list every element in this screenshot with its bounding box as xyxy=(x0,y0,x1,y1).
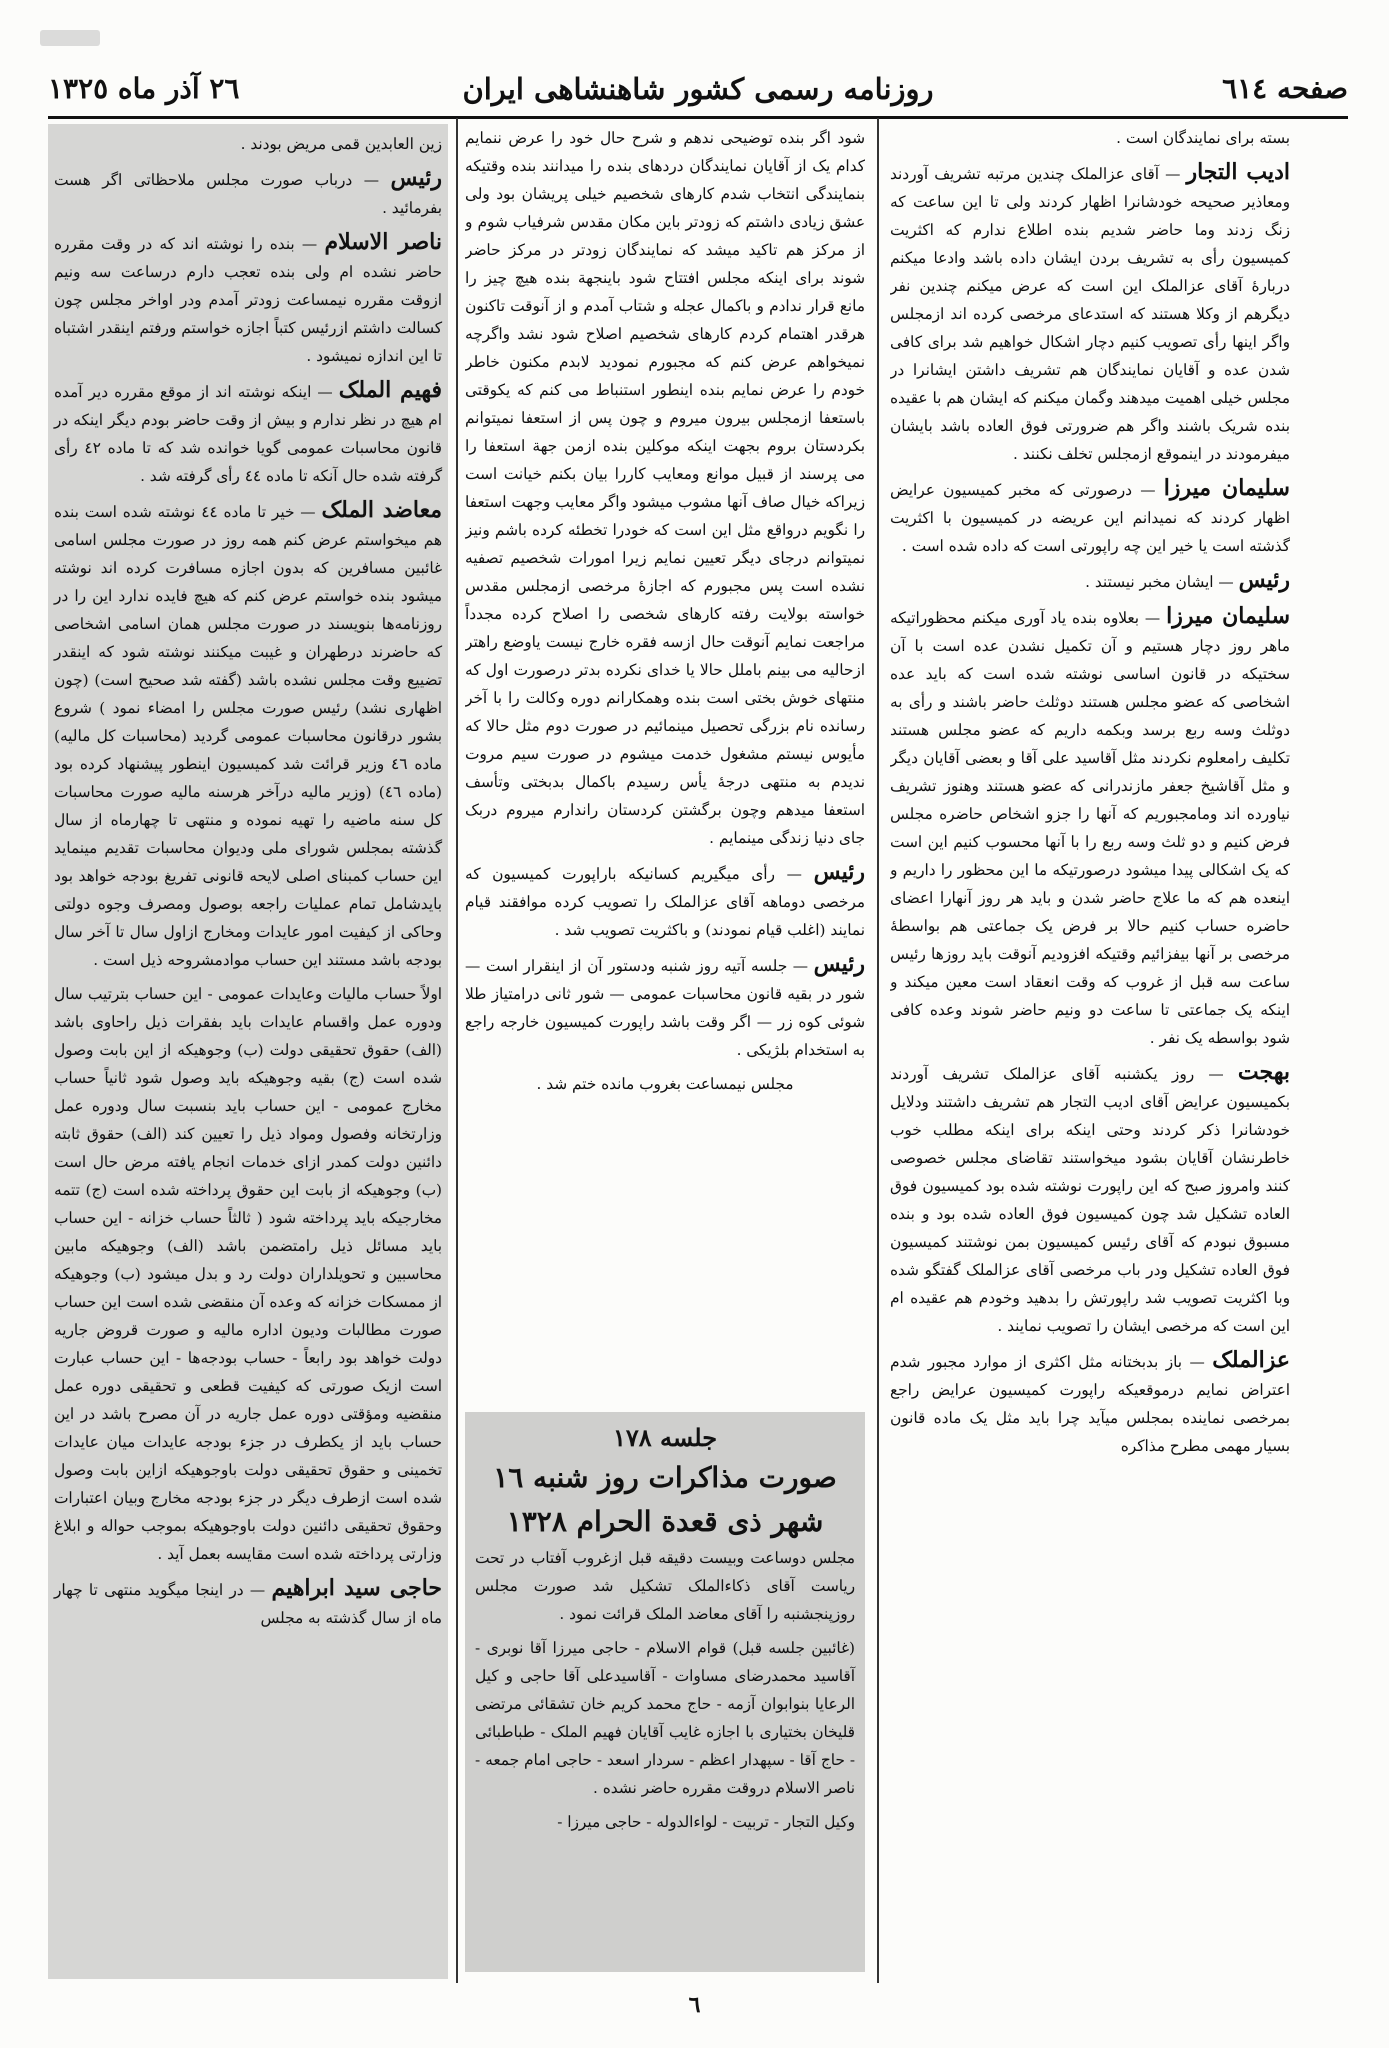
session-end-note: مجلس نیمساعت بغروب مانده ختم شد . xyxy=(536,1075,794,1093)
speech-text: — بنده را نوشته اند که در وقت مقرره حاضر نشده ام ولی بنده تعجب دارم درساعت سه ونیم ازوقت مقرره نیمساعت زودتر آمدم ودر اواخر مجلس چون کسالت داشتم ازرئیس کتباً اجازه خواستم ورفتم اینقدر اشتباه تا این اندازه نمیشود . xyxy=(54,235,442,365)
scan-mark xyxy=(40,30,100,46)
speech-text: — اینکه نوشته اند از موقع مقرره دیر آمده ام هیچ در نظر ندارم و بیش از وقت حاضر بودم دیگر اینکه در قانون محاسبات عمومی گویا خوانده شد که تا ماده ٤٢ رأی گرفته شده حال آنکه تا ماده ٤٤ رأی گرفته شد . xyxy=(54,383,442,485)
speech-text: — باز بدبختانه مثل اکثری از موارد مجبور شدم اعتراض نمایم درموقعیکه راپورت کمیسیون عرایض راجع بمرخصی نماینده بمجلس میآید چرا باید مثل یک ماده قانون بسیار مهمی مطرح مذاکره xyxy=(890,1353,1290,1455)
middle-text-block xyxy=(465,124,865,1404)
speech-paragraph xyxy=(54,1574,442,1632)
speech-text: — در اینجا میگوید منتهی تا چهار ماه از سال گذشته به مجلس xyxy=(54,1581,442,1627)
session-paragraph: مجلس دوساعت وبیست دقیقه قبل ازغروب آفتاب در تحت ریاست آقای ذکاءالملک تشکیل شد صورت مجلس روزپنجشنبه را آقای معاضد الملک قرائت نمود . xyxy=(475,1549,855,1623)
speaker-name: حاجی سید ابراهیم xyxy=(271,1575,443,1601)
issue-date: ٢٦ آذر ماه ١٣٢٥ xyxy=(48,72,240,105)
speaker-name: فهیم الملک xyxy=(338,377,442,403)
header-rule xyxy=(48,116,1348,119)
speech-text: — جلسه آتیه روز شنبه ودستور آن از اینقرار است — شور در بقیه قانون محاسبات عمومی — شور ثانی درامتیاز طلا شوئی کوه زر — اگر وقت باشد راپورت کمیسیون خارجه راجع به استخدام بلژیکی . xyxy=(465,957,865,1059)
speech-paragraph xyxy=(890,566,1290,596)
column-middle xyxy=(465,124,865,1979)
column-divider-right xyxy=(877,118,879,1983)
speech-text: — درباب صورت مجلس ملاحظاتی اگر هست بفرمائید . xyxy=(54,171,442,217)
speech-paragraph xyxy=(890,1346,1290,1460)
session-subtitle: صورت مذاکرات روز شنبه ١٦ شهر ذی قعدة الحرام ١٣٢٨ xyxy=(493,1461,837,1538)
speech-text: — درصورتی که مخبر کمیسیون عرایض اظهار کردند که نمیدانم این عریضه در کمیسیون با اکثریت گذشته است یا خیر این چه راپورتی است که داده شده است . xyxy=(890,481,1290,555)
page-header xyxy=(48,70,1348,118)
speech-text: — رأی میگیریم کسانیکه باراپورت کمیسیون که مرخصی دوماهه آقای عزالملک را تصویب کرده موافقند قیام نمایند (اغلب قیام نمودند) و باکثریت تصویب شد . xyxy=(465,865,865,939)
speech-text: زین العابدین قمی مریض بودند . xyxy=(240,135,442,153)
speech-text: — آقای عزالملک چندین مرتبه تشریف آوردند ومعاذیر صحیحه خودشانرا اظهار کردند ولی تا این ساعت که زنگ زدند وما حاضر شدیم بنده اطلاع ندارم که اکثریت کمیسیون رأی به تشریف بردن ایشان داده باشد وادعا میکنم دربارهٔ آقای عزالملک این است که عرض میکنم چندین نفر دیگرهم از وکلا هستند که استدعای مرخصی کرده اند ازمجلس واگر اینها رأی تصویب کنیم دچار اشکال خواهیم شد برای کافی شدن عده و آقایان نمایندگان هم تشریف داشتن ایشانرا در مجلس خیلی اهمیت میدهند وگمان میکنم که ایشان هم با عقیده بنده شریک باشند واگر هم ضرورتی فوق العاده باشد بایشان میفرمودند در اینموقع ازمجلس تخلف نکنند . xyxy=(890,165,1290,463)
speech-text: — ایشان مخبر نیستند . xyxy=(1085,573,1234,591)
speech-text: — خیر تا ماده ٤٤ نوشته شده است بنده هم میخواستم عرض کنم همه روز در صورت مجلس اسامی غائبین مسافرین که بدون اجازه مسافرت کرده اند نوشته میشود بنده خواستم عرض کنم که هیچ فایده ندارد این را در روزنامه‌ها بنویسند در صورت مجلس همان اسامی اشخاصی که حاضرند درطهران و غیبت میکنند نوشته شود که اینقدر تضییع وقت مجلس نشده باشد (گفته شد صحیح است) (چون اظهاری نشد) رئیس صورت مجلس را امضاء نمود ) شروع بشور درقانون محاسبات عمومی گردید (محاسبات کل مالیه) ماده ٤٦ وزیر قرائت شد کمیسیون اینطور پیشنهاد کرده بود (ماده ٤٦) (وزیر مالیه درآخر هرسنه مالیه صورت محاسبات کل سنه ماضیه را تهیه نموده و منتهی تا چهارماه از سال گذشته بمجلس شورای ملی ودیوان محاسبات تقدیم مینماید این حساب کمبنای اصلی لایحه قانونی تفریغ بودجه خواهد بود بایدشامل تمام عملیات راجعه بوصول ومصرف وجوه دولتی وحاکی از کیفیت امور عایدات ومخارج ازاول سال تا آخر سال بودجه باشد مستند این حساب موادمشروحه ذیل است . xyxy=(54,503,443,969)
speaker-name: سلیمان میرزا xyxy=(1166,603,1290,629)
page-number: ٦ xyxy=(688,1992,701,2018)
column-right xyxy=(890,124,1290,1979)
speaker-name: معاضد الملک xyxy=(321,497,443,523)
column-left xyxy=(48,124,448,1979)
speaker-name: ناصر الاسلام xyxy=(324,229,442,255)
speaker-name: ادیب التجار xyxy=(1186,159,1290,185)
column-divider-left xyxy=(456,118,458,1983)
speech-text: — روز یکشنبه آقای عزالملک تشریف آوردند بکمیسیون عرایض آقای ادیب التجار هم تشریف داشتند ودلایل خودشانرا ذکر کردند وحتی اینکه برای اینکه مطلب خوب خاطرنشان آقایان بشود میخواستند تقاضای مجلس خصوصی کنند وامروز صبح که این راپورت نوشته شده بود کمیسیون فوق العاده تشکیل شد چون کمیسیون فوق العاده شده بود و بنده مسبوق نبودم که آقای رئیس کمیسیون بمن نوشتند کمیسیون فوق العاده تشکیل ودر باب مرخصی آقای عزالملک گفتگو شده وبا اکثریت تصویب شد راپورتش را بدهید وخودم هم عقیده ام این است که مرخصی ایشان را تصویب نمایند . xyxy=(890,1065,1290,1335)
speaker-name: بهجت xyxy=(1237,1059,1290,1085)
speaker-name: رئیس xyxy=(1238,567,1290,593)
session-title: جلسه ١٧٨ xyxy=(612,1423,718,1452)
session-paragraph: وکیل التجار - تربیت - لواءالدوله - حاجی میرزا - xyxy=(557,1813,855,1831)
speaker-name: رئیس xyxy=(813,859,865,885)
speech-paragraph xyxy=(54,164,442,222)
speech-text: شود اگر بنده توضیحی ندهم و شرح حال خود را عرض ننمایم کدام یک از آقایان نمایندگان دردهای بنده را میدانند بنده وقتیکه بنمایندگی انتخاب شدم کارهای شخصیم خیلی پریشان بود ولی عشق زیادی داشتم که زودتر باین مکان مقدس شرفیاب شوم و از مرکز هم تاکید میشد که نمایندگان زودتر در مرکز حاضر شوند برای اینکه مجلس افتتاح شود باینجهة بنده هیچ چیز را مانع قرار ندادم و باکمال عجله و شتاب آمدم و از آنوقت تاکنون هرقدر اهتمام کردم کارهای شخصیم اصلاح شود نشد واگرچه نمیخواهم عرض کنم که مجبورم نمودید لابدم مکنون خاطر خودم را عرض نمایم بنده اینطور استنباط می کنم که یکوقتی باستعفا ازمجلس بیرون میروم و چون پس از استعفا نمیتوانم بکردستان بروم بجهت اینکه موکلین بنده ازمن جهة استعفا را می پرسند از قبیل موانع ومعایب کاررا بیان بکنم خیانت است زیراکه خیال صاف آنها مشوب میشود واگر معایب وجهت استعفا را نگویم درواقع مثل این است که خودرا تخطئه کرده باشم ونیز نمیتوانم درجای دیگر تعیین نمایم زیرا امورات شخصیم تصفیه نشده است پس مجبورم که اجازهٔ مرخصی ازمجلس مقدس خواسته بولایت رفته کارهای شخصی را اصلاح کرده مجدداً مراجعت نمایم آنوقت حال ازسه فقره خارج نیست یاوضع راهتر ازحالیه می بینم باملل حالا یا خدای نکرده بدتر درصورت اول که منتهای خوش بختی است بنده وهمکارانم دوره وکالت را با آخر رسانده نام بزرگی تحصیل مینمائیم در صورت دوم مثل حالا که مأیوس نیستم مشغول خدمت میشوم در صورت سیم مروت ندیدم به منتهی درجهٔ یأس رسیدم باکمال بدبختی وتأسف استعفا میدهم وچون برگشتن کردستان راندارم میروم دربک جای دنیا زندگی مینمایم . xyxy=(465,129,865,847)
speech-paragraph xyxy=(890,602,1290,1052)
speaker-name: رئیس xyxy=(390,165,442,191)
speaker-name: سلیمان میرزا xyxy=(1163,475,1290,501)
page-label: صفحه ٦١٤ xyxy=(1222,72,1348,105)
speech-paragraph xyxy=(54,496,442,974)
speech-paragraph xyxy=(54,228,442,370)
speaker-name: عزالملک xyxy=(1212,1347,1290,1373)
speech-paragraph xyxy=(465,858,865,944)
column-intro: بسته برای نمایندگان است . xyxy=(1116,129,1290,147)
speech-paragraph xyxy=(465,950,865,1064)
speech-text: اولاً حساب مالیات وعایدات عمومی - این حساب بترتیب سال ودوره عمل واقسام عایدات باید بفقرات ذیل راحاوی باشد (الف) حقوق تحقیقی دولت (ب) وجوهیکه از این بابت وصول شده است (ج) بقیه وجوهیکه باید وصول شود ثانیاً حساب مخارج عمومی - این حساب باید بنسبت سال ودوره عمل وزارتخانه وفصول ومواد ذیل را تعیین کند (الف) حقوق ثابته دائنین دولت کمدر ازای خدمات انجام یافته مرض حال است (ب) وجوهیکه از بابت این حقوق پرداخته شده است (ج) تتمه مخارجیکه باید پرداخته شود ( ثالثاً حساب خزانه - این حساب باید مسائل ذیل رامتضمن باشد (الف) وجوهیکه مابین محاسبین و تحویلداران دولت رد و بدل میشود (ب) وجوهیکه از ممسکات خزانه که وعده آن منقضی شده است این حساب صورت مطالبات ودیون اداره مالیه و صورت قروض جاریه دولت خواهد بود رابعاً - حساب بودجه‌ها - این حساب عبارت است ازیک صورتی که کیفیت قطعی و تحقیقی دوره عمل منقضیه ومؤقتی دوره عمل جاریه در آن مصرح باشد در این حساب باید از یکطرف در جزء بودجه عایدات میان عایدات تخمینی و حقوق تحقیقی دولت باوجوهیکه ازاین بابت وصول شده است ازطرف دیگر در جزء بودجه مخارج وبیان اعتبارات وحقوق تحقیقی دائنین دولت باوجوهیکه بموجب حواله و ابلاغ وزارتی پرداخته شده است مقایسه بعمل آید . xyxy=(54,985,442,1563)
session-paragraph: (غائبین جلسه قبل) قوام الاسلام - حاجی میرزا آقا نوبری - آقاسید محمدرضای مساوات - آقاسیدعلی آقا حاجی و کیل الرعایا بنوابوان آزمه - حاج محمد کریم خان تشقائی مرتضی قلیخان بختیاری با اجازه غایب آقایان فهیم الملک - طباطبائی - حاج آقا - سپهدار اعظم - سردار اسعد - حاجی امام جمعه - ناصر الاسلام دروقت مقرره حاضر نشده . xyxy=(475,1639,855,1797)
speech-paragraph xyxy=(54,376,442,490)
speech-paragraph xyxy=(890,1058,1290,1340)
speech-text: — بعلاوه بنده یاد آوری میکنم محظوراتیکه ماهر روز دچار هستیم و آن تکمیل نشدن عده است با آن سختیکه در قانون اساسی نوشته شده است که باید عده اشخاصی که عضو مجلس هستند دوثلث حاضر باشند و رأی به دوثلث وسه ربع برسد وبکمه داریم که عضو مجلس هستند تکلیف رامعلوم نکردند مثل آقاسید علی آقا و بعضی آقایان دیگر و مثل آقاشیخ جعفر مازندرانی که عضو هستند وهنوز تشریف نیاورده اند ومامجبوریم که آنها را جزو اشخاص حاضره مجلس فرض کنیم و دو ثلث وسه ربع را با آنها محسوب کنیم این است که یک اشکالی پیدا میشود درصورتیکه ما این محظور را داریم و اینعده هم که ما علاج حاضر شدن و باید هر روز آنهارا اعضای حاضره حساب کنیم حالا بر فرض یک جماعتی هم بواسطهٔ مرخصی بر آنها بیفزائیم وقتیکه افزودیم آنوقت باید روزها رئیس ساعت سه قبل از غروب که وقت انعقاد است معین میکند و اینکه یک جماعتی تا ساعت دو ونیم حاضر شوند وعده کافی شود بواسطه یک نفر . xyxy=(890,609,1290,1047)
session-box xyxy=(465,1412,865,1972)
speech-paragraph xyxy=(890,158,1290,468)
newspaper-title: روزنامه رسمی کشور شاهنشاهی ایران xyxy=(462,72,934,106)
speech-paragraph xyxy=(890,474,1290,560)
speaker-name: رئیس xyxy=(813,951,865,977)
